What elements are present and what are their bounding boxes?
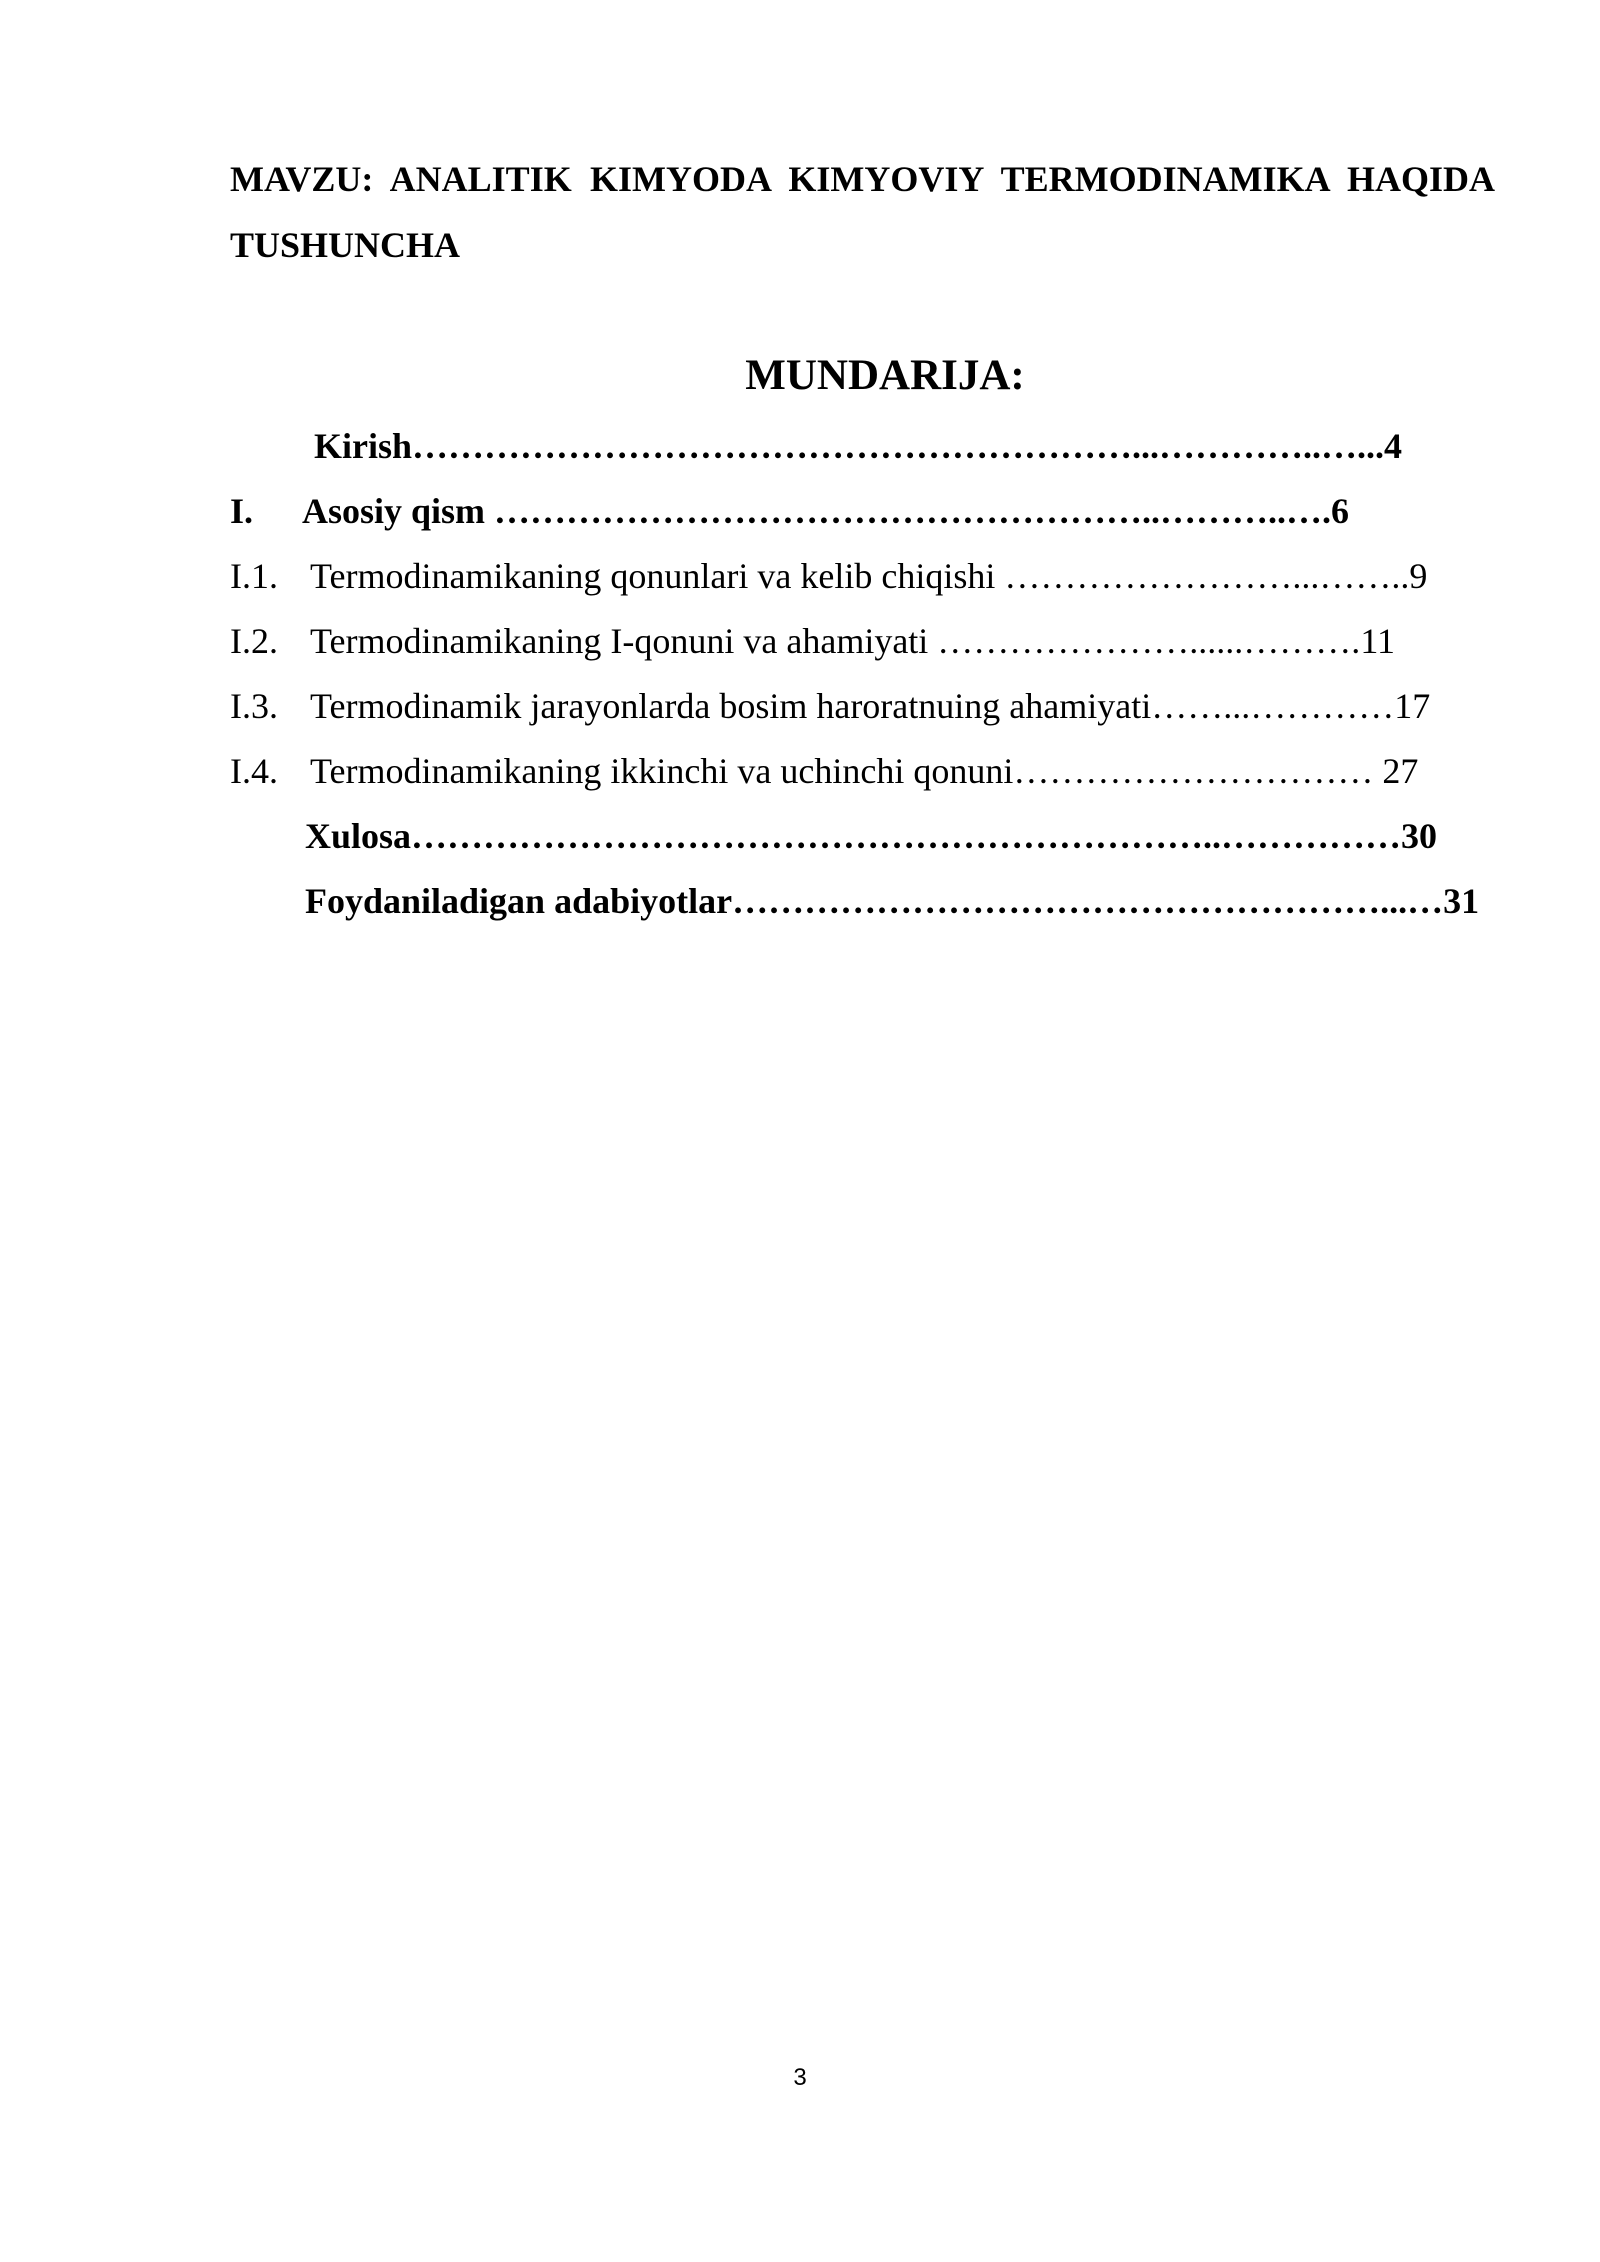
toc-entry-text: Xulosa…………………………………………………………..…………… (305, 816, 1402, 856)
toc-entry-text: Termodinamikaning ikkinchi va uchinchi qonuni………………………… (310, 751, 1374, 791)
toc-entry-text: Termodinamikaning I-qonuni va ahamiyati …………………......………. (310, 621, 1361, 661)
toc-entry-page: .6 (1322, 491, 1350, 531)
toc-entry-adabiyotlar (305, 879, 1479, 923)
toc-entry-section-1-4 (230, 749, 1418, 793)
toc-entry-xulosa (305, 814, 1437, 858)
toc-entry-number: I.4. (230, 751, 278, 791)
toc-entry-page: 31 (1443, 881, 1480, 921)
toc-entry-text: Kirish……………………………………………………...…………..…. (314, 426, 1367, 466)
toc-entry-page: ..4 (1366, 426, 1403, 466)
toc-entry-section-1-1 (230, 554, 1427, 598)
toc-entry-section-1-3 (230, 684, 1430, 728)
toc-entry-page: 17 (1394, 686, 1431, 726)
toc-entry-number: I.2. (230, 621, 278, 661)
toc-entry-number: I.3. (230, 686, 278, 726)
toc-entry-number: I. (230, 491, 254, 531)
toc-entry-section-1-2 (230, 619, 1395, 663)
toc-entry-number: I.1. (230, 556, 278, 596)
toc-title: MUNDARIJA: (745, 352, 1025, 399)
toc-entry-text: Termodinamik jarayonlarda bosim haroratnuing ahamiyati……...………… (310, 686, 1395, 726)
toc-entry-text: Termodinamikaning qonunlari va kelib chiqishi ……………………...…….. (310, 556, 1410, 596)
toc-entry-page: 9 (1409, 556, 1428, 596)
page-number: 3 (793, 2064, 807, 2091)
document-topic-heading: MAVZU: ANALITIK KIMYODA KIMYOVIY TERMODINAMIKA HAQIDA TUSHUNCHA (230, 159, 1495, 265)
toc-entry-page: 27 (1373, 751, 1419, 791)
toc-entry-page: 11 (1360, 621, 1395, 661)
toc-entry-kirish (314, 424, 1402, 468)
toc-entry-asosiy-qism (230, 489, 1349, 533)
toc-entry-text: Asosiy qism ………………………………………………..………..… (302, 491, 1323, 531)
toc-entry-text: Foydaniladigan adabiyotlar………………………………………………...… (305, 881, 1444, 921)
toc-entry-page: 30 (1401, 816, 1438, 856)
